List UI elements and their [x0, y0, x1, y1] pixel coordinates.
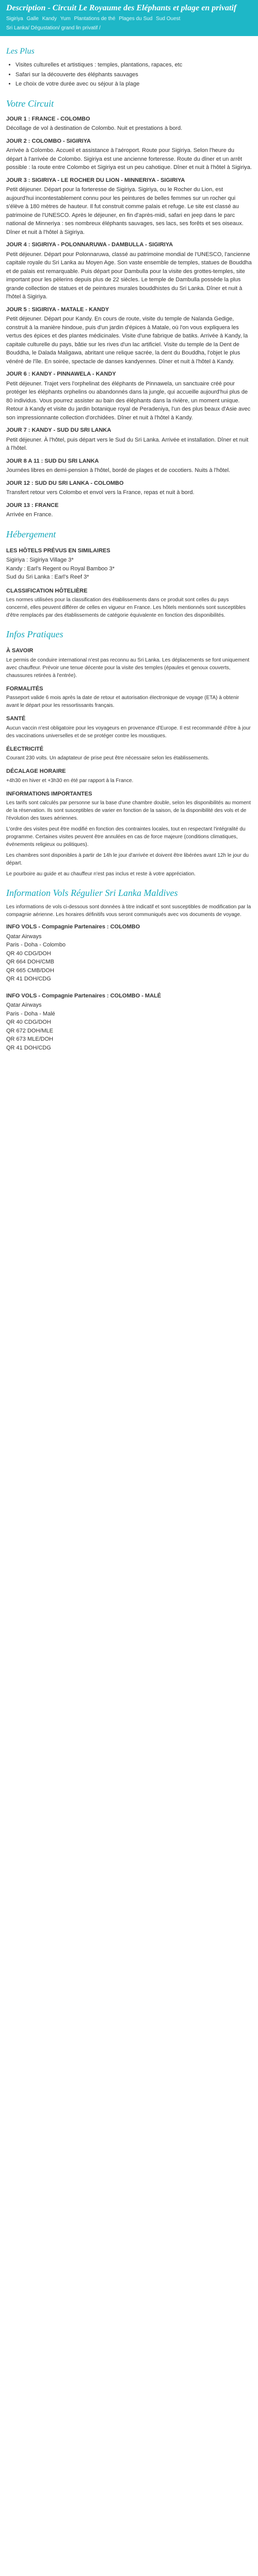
- practical-title: SANTÉ: [6, 716, 26, 722]
- lodging-subtitle: LES HÔTELS PRÉVUS EN SIMILAIRES: [6, 547, 110, 554]
- flight-line: Paris - Doha - Malé: [6, 1010, 55, 1017]
- practical-title: À SAVOIR: [6, 648, 34, 654]
- note-paragraph: Les chambres sont disponibles à partir de 14h le jour d'arrivée et doivent être libérées avant 12h le jour du départ.: [6, 853, 249, 867]
- day-title: JOUR 7 : KANDY - SUD DU SRI LANKA: [6, 427, 111, 434]
- flight-line: QR 41 DOH/CDG: [6, 976, 51, 982]
- day-block: [6, 370, 252, 422]
- note-paragraph: Le pourboire au guide et au chauffeur n'est pas inclus et reste à votre appréciation.: [6, 871, 196, 877]
- breadcrumb-item[interactable]: Sud Ouest: [156, 16, 181, 22]
- day-title: JOUR 13 : FRANCE: [6, 502, 59, 509]
- day-description: Transfert retour vers Colombo et envol vers la France, repas et nuit à bord.: [6, 489, 195, 496]
- notes-list: [6, 799, 252, 878]
- note-paragraph: Les tarifs sont calculés par personne sur la base d'une chambre double, selon les disponibilités au moment de la réservation. Ils sont susceptibles de varier en fonction de la saison, de la disponibilité des vols et de l'évolution des taxes aériennes.: [6, 800, 251, 822]
- breadcrumb-item[interactable]: Plages du Sud: [119, 16, 153, 22]
- day-block: [6, 241, 252, 301]
- day-description: Décollage de vol à destination de Colombo. Nuit et prestations à bord.: [6, 125, 183, 132]
- day-title: JOUR 5 : SIGIRIYA - MATALE - KANDY: [6, 306, 109, 313]
- breadcrumb: [6, 15, 252, 23]
- day-block: [6, 501, 252, 519]
- day-description: Petit déjeuner. Départ pour Kandy. En cours de route, visite du temple de Nalanda Gedige, construit à la manière hindoue, puis d'un jardin d'épices à Matale, où l'on vous expliquera les vertus des épices et des plantes médicinales. Visite d'une fabrique de batiks. Arrivée à Kandy, la capitale culturelle du pays, bâtie sur les rives d'un lac artificiel. Visite du temple de la Dent de Bouddha, le Dalada Maligawa, abritant une relique sacrée, la dent du Bouddha, l'objet le plus vénéré de l'île. En soirée, spectacle de danses kandyennes. Dîner et nuit à l'hôtel à Kandy.: [6, 316, 248, 365]
- plus-item: • Visites culturelles et artistiques : temples, plantations, rapaces, etc: [15, 61, 252, 70]
- day-block: [6, 306, 252, 366]
- flight-line: QR 672 DOH/MLE: [6, 1027, 54, 1034]
- day-block: [6, 479, 252, 497]
- practical-list: [6, 647, 252, 785]
- practical-text: Aucun vaccin n'est obligatoire pour les voyageurs en provenance d'Europe. Il est recommandé d'être à jour des vaccinations universelles et de se protéger contre les moustiques.: [6, 725, 251, 739]
- practical-text: Passeport valide 6 mois après la date de retour et autorisation électronique de voyage (ETA) à obtenir avant le départ pour les ressortissants français.: [6, 695, 239, 709]
- practical-text: Le permis de conduire international n'est pas reconnu au Sri Lanka. Les déplacements se font uniquement avec chauffeur. Prévoir une tenue décente pour la visite des temples (épaules et genoux couverts, chaussures retirées à l'entrée).: [6, 657, 250, 679]
- flight-line: QR 41 DOH/CDG: [6, 1044, 51, 1051]
- breadcrumb-item[interactable]: Plantations de thé: [74, 16, 116, 22]
- hotel-line: Sud du Sri Lanka : Earl's Reef 3*: [6, 574, 89, 581]
- day-description: Arrivée à Colombo. Accueil et assistance à l'aéroport. Route pour Sigiriya. Selon l'heure du départ à l'arrivée de Colombo. Sigiriya est une ancienne forteresse. Route du dîner et un arrêt possible : la route entre Colombo et Sigiriya est un peu cahotique. Dîner et nuit à l'hôtel à Sigiriya.: [6, 147, 252, 171]
- classification-text: Les normes utilisées pour la classification des établissements dans ce produit sont celles du pays concerné, elles peuvent différer de celles en vigueur en France. Les hôtels mentionnés sont susceptibles d'être remplacés par des établissements de catégorie équivalente en fonction des disponibilités.: [6, 597, 246, 619]
- flight-line: QR 665 CMB/DOH: [6, 967, 54, 974]
- flight-line: QR 664 DOH/CMB: [6, 959, 54, 965]
- day-block: [6, 115, 252, 133]
- header-banner: [0, 0, 258, 36]
- hotel-line: Sigiriya : Sigiriya Village 3*: [6, 557, 74, 564]
- hotel-line: Kandy : Earl's Regent ou Royal Bamboo 3*: [6, 565, 115, 572]
- day-block: [6, 137, 252, 172]
- practical-text: Courant 230 volts. Un adaptateur de prise peut être nécessaire selon les établissements.: [6, 755, 209, 761]
- flight-line: QR 40 CDG/DOH: [6, 950, 51, 957]
- flight-line: QR 40 CDG/DOH: [6, 1019, 51, 1026]
- day-description: Petit déjeuner. À l'hôtel, puis départ vers le Sud du Sri Lanka. Arrivée et installation. Dîner et nuit à l'hôtel.: [6, 436, 249, 452]
- practical-title: FORMALITÉS: [6, 685, 43, 692]
- hotel-list: [6, 556, 252, 582]
- flight-line: QR 673 MLE/DOH: [6, 1036, 54, 1043]
- day-description: Arrivée en France.: [6, 512, 53, 518]
- breadcrumb-item[interactable]: Sigiriya: [6, 16, 23, 22]
- day-block: [6, 457, 252, 475]
- day-title: JOUR 6 : KANDY - PINNAWELA - KANDY: [6, 371, 116, 378]
- practical-title: ÉLECTRICITÉ: [6, 745, 44, 752]
- flight-group-title: INFO VOLS - Compagnie Partenaires : COLOMBO - MALÉ: [6, 992, 162, 999]
- breadcrumb-item[interactable]: Yum: [60, 16, 71, 22]
- day-description: Journées libres en demi-pension à l'hôtel, bordé de plages et de cocotiers. Nuits à l'hôtel.: [6, 467, 231, 474]
- main-content: [0, 36, 258, 1055]
- day-title: JOUR 2 : COLOMBO - SIGIRIYA: [6, 138, 91, 144]
- day-title: JOUR 1 : FRANCE - COLOMBO: [6, 115, 90, 122]
- plus-heading: Les Plus: [6, 47, 35, 56]
- day-title: JOUR 3 : SIGIRIYA - LE ROCHER DU LION - MINNERIYA - SIGIRIYA: [6, 177, 185, 183]
- note-paragraph: L'ordre des visites peut être modifié en fonction des contraintes locales, tout en respectant l'intégralité du programme. Certaines visites peuvent être annulées en cas de force majeure (conditions climatiques, événements religieux ou politiques).: [6, 826, 246, 848]
- day-title: JOUR 8 A 11 : SUD DU SRI LANKA: [6, 457, 99, 464]
- classification-title: CLASSIFICATION HÔTELIÈRE: [6, 587, 88, 594]
- flights-heading: Information Vols Régulier Sri Lanka Maldives: [6, 888, 178, 899]
- flight-line: Paris - Doha - Colombo: [6, 942, 66, 948]
- practical-heading: Infos Pratiques: [6, 629, 63, 640]
- day-title: JOUR 12 : SUD DU SRI LANKA - COLOMBO: [6, 480, 124, 486]
- flight-group: [6, 992, 252, 1053]
- spacer: [6, 984, 252, 988]
- day-description: Petit déjeuner. Départ pour Polonnaruwa, classé au patrimoine mondial de l'UNESCO, l'ancienne capitale royale du Sri Lanka au Moyen Age. Son vaste ensemble de temples, statues de Bouddha et de palais est remarquable. Puis départ pour Dambulla pour la visite des grottes-temples, site important pour les pèlerins depuis plus de 22 siècles. Le temple de Dambulla possède la plus grande collection de statues et de peintures murales bouddhistes du Sri Lanka. Dîner et nuit à l'hôtel à Sigiriya.: [6, 251, 252, 300]
- flight-line: Qatar Airways: [6, 1002, 42, 1009]
- flights-intro: Les informations de vols ci-dessous sont données à titre indicatif et sont susceptibles de modification par la compagnie aérienne. Les horaires définitifs vous seront communiqués avec vos documents de voyage.: [6, 904, 251, 918]
- plus-item: • Le choix de votre durée avec ou séjour à la plage: [15, 80, 252, 89]
- page-title: Description - Circuit Le Royaume des Eléphants et plage en privatif: [6, 4, 237, 12]
- day-title: JOUR 4 : SIGIRIYA - POLONNARUWA - DAMBULLA - SIGIRIYA: [6, 242, 173, 248]
- notes-heading: INFORMATIONS IMPORTANTES: [6, 790, 92, 797]
- flight-line: Qatar Airways: [6, 933, 42, 940]
- breadcrumb-item[interactable]: Kandy: [42, 16, 57, 22]
- breadcrumb-item[interactable]: Galle: [26, 16, 39, 22]
- lodging-heading: Hébergement: [6, 529, 56, 539]
- itinerary-heading: Votre Circuit: [6, 98, 54, 109]
- day-block: [6, 176, 252, 237]
- day-description: Petit déjeuner. Départ pour la forteresse de Sigiriya. Sigiriya, ou le Rocher du Lion, est aujourd'hui incontestablement connu pour les peintures de belles femmes sur un rocher qui s'élève à 180 mètres de hauteur. Il fut construit comme palais et refuge. Le site est classé au patrimoine de l'UNESCO. Après le déjeuner, en fin d'après-midi, safari en jeep dans le parc national de Minneriya : ses nombreux éléphants sauvages, ses lacs, ses forêts et ses oiseaux. Dîner et nuit à l'hôtel à Sigiriya.: [6, 187, 244, 235]
- day-description: Petit déjeuner. Trajet vers l'orphelinat des éléphants de Pinnawela, un sanctuaire créé pour protéger les éléphants orphelins ou abandonnés dans la jungle, qui accueille aujourd'hui plus de 80 individus. Vous pourrez assister au bain des éléphants dans la rivière, un moment unique. Retour à Kandy et visite du jardin botanique royal de Peradeniya, l'un des plus beaux d'Asie avec son impressionnante collection d'orchidées. Dîner et nuit à l'hôtel à Kandy.: [6, 380, 251, 421]
- practical-title: DÉCALAGE HORAIRE: [6, 768, 66, 775]
- day-block: [6, 426, 252, 453]
- practical-text: +4h30 en hiver et +3h30 en été par rapport à la France.: [6, 777, 134, 784]
- flight-group-title: INFO VOLS - Compagnie Partenaires : COLOMBO: [6, 924, 140, 930]
- trip-code-line: Sri Lanka/ Dégustation/ grand lin privatif /: [6, 25, 101, 31]
- plus-item: • Safari sur la découverte des éléphants sauvages: [15, 71, 252, 79]
- flight-group: [6, 923, 252, 984]
- plus-list: [6, 61, 252, 89]
- itinerary-list: [6, 115, 252, 519]
